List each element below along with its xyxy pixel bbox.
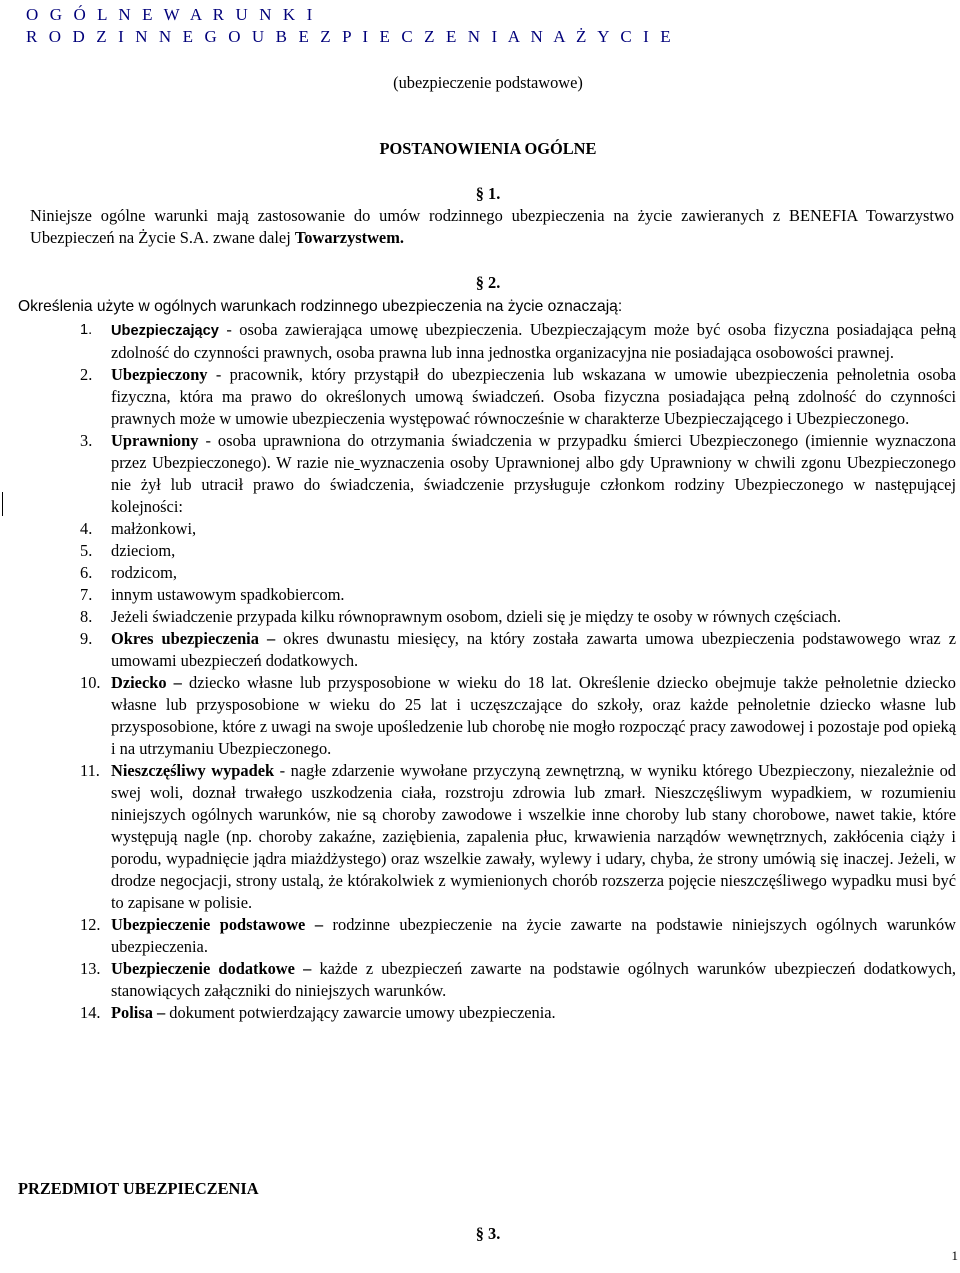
definitions-list xyxy=(80,319,956,1024)
item-number: 10. xyxy=(80,673,101,692)
definition-item xyxy=(80,364,956,430)
section-heading-subject: PRZEDMIOT UBEZPIECZENIA xyxy=(18,1179,259,1198)
list-item xyxy=(80,584,956,606)
list-item-text: małżonkowi, xyxy=(111,519,197,538)
definition-item xyxy=(80,628,956,672)
document-title-line-1: O G Ó L N E W A R U N K I xyxy=(26,5,316,24)
definition-text: rodzinne ubezpieczenie na życie zawarte na podstawie niniejszych ogólnych warunków ubezpieczenia. xyxy=(111,915,956,956)
definition-item xyxy=(80,1002,956,1024)
document-page xyxy=(18,0,958,1273)
defined-term: Ubezpieczenie podstawowe – xyxy=(111,915,324,934)
definition-text: - osoba uprawniona do otrzymania świadczenia w przypadku śmierci Ubezpieczonego (imiennie wyznaczona przez Ubezpieczonego). W razie nie xyxy=(111,431,956,472)
defined-term: Dziecko – xyxy=(111,673,182,692)
defined-term: Ubezpieczenie dodatkowe – xyxy=(111,959,312,978)
definition-text: - nagłe zdarzenie wywołane przyczyną zewnętrzną, w wyniku którego Ubezpieczony, niezależnie od swej woli, doznał trwałego uszkodzenia ciała, rozstroju zdrowia lub zmarł. Nieszczęśliwym wypadkiem, w rozumieniu niniejszych ogólnych warunków, nie są choroby zawodowe i wszelkie inne choroby lub stany chorobowe, nawet takie, które występują nagle (np. choroby zakaźne, zaziębienia, zapalenia płuc, krwawienia narządów wewnętrznych, zakłócenia ciąży i porodu, wypadnięcie jądra miażdżystego) oraz wszelkie zawały, wylewy i udary, chyba, że strony umówią się inaczej. Jeżeli, w drodze negocjacji, strony ustalą, że którakolwiek z wymienionych chorób rozszerza pojęcie nieszczęśliwego wypadku musi być to zapisane w polisie. xyxy=(111,761,956,912)
definition-item xyxy=(80,430,956,518)
item-number: 2. xyxy=(80,365,93,384)
defined-term: Polisa – xyxy=(111,1003,166,1022)
item-number: 3. xyxy=(80,431,93,450)
definition-item xyxy=(80,319,956,364)
list-item-text: innym ustawowym spadkobiercom. xyxy=(111,585,345,604)
defined-term: Okres ubezpieczenia – xyxy=(111,629,276,648)
document-subtitle: (ubezpieczenie podstawowe) xyxy=(393,73,583,92)
list-item xyxy=(80,606,956,628)
list-item-text: Jeżeli świadczenie przypada kilku równoprawnym osobom, dzieli się je między te osoby w równych częściach. xyxy=(111,607,842,626)
definition-text: - osoba zawierająca umowę ubezpieczenia. Ubezpieczającym może być osoba fizyczna posiadająca pełną zdolność do czynności prawnych, osoba prawna lub inna jednostka organizacyjna nie posiadająca osobowości prawnej. xyxy=(111,320,956,362)
paragraph-marker-3: § 3. xyxy=(475,1224,501,1243)
paragraph-1-text xyxy=(30,205,954,249)
list-item xyxy=(80,540,956,562)
item-number: 4. xyxy=(80,519,93,538)
definition-text: dokument potwierdzający zawarcie umowy ubezpieczenia. xyxy=(165,1003,556,1022)
paragraph-marker-2: § 2. xyxy=(475,273,501,292)
defined-term-company: Towarzystwem. xyxy=(294,228,404,247)
definition-item xyxy=(80,760,956,914)
defined-term: Ubezpieczony xyxy=(111,365,208,384)
item-number: 14. xyxy=(80,1003,101,1022)
definition-text: każde z ubezpieczeń zawarte na podstawie ogólnych warunków ubezpieczeń dodatkowych, stanowiących załączniki do niniejszych warunków. xyxy=(111,959,956,1000)
list-item-text: dzieciom, xyxy=(111,541,176,560)
item-number: 8. xyxy=(80,607,93,626)
item-number: 11. xyxy=(80,761,100,780)
paragraph-2-intro: Określenia użyte w ogólnych warunkach rodzinnego ubezpieczenia na życie oznaczają: xyxy=(18,298,623,315)
definition-item xyxy=(80,914,956,958)
definition-text: - pracownik, który przystąpił do ubezpieczenia lub wskazana w umowie ubezpieczenia pełnoletnia osoba fizyczna, która ma prawo do określonych umową świadczeń. Osoba fizyczna posiadająca pełną zdolność do czynności prawnych może w umowie ubezpieczenia występować równocześnie w charakterze Ubezpieczającego i Ubezpieczonego. xyxy=(111,365,956,428)
definition-text: dziecko własne lub przysposobione w wieku do 18 lat. Określenie dziecko obejmuje także pełnoletnie dziecko własne lub przysposobione w wieku do 25 lat i uczęszczające do szkoły, oraz każde pełnoletnie dziecko własne lub przysposobione, które z uwagi na swoje upośledzenie lub chorobę nie mogło rozpocząć pracy zawodowej i pozostaje pod opieką i na utrzymaniu Ubezpieczonego. xyxy=(111,673,956,758)
item-number: 7. xyxy=(80,585,93,604)
paragraph-1-body: Niniejsze ogólne warunki mają zastosowanie do umów rodzinnego ubezpieczenia na życie zawieranych z BENEFIA Towarzystwo Ubezpieczeń na Życie S.A. zwane dalej xyxy=(30,206,954,247)
item-number: 9. xyxy=(80,629,93,648)
document-title-line-2: R O D Z I N N E G O U B E Z P I E C Z E N I A N A Ż Y C I E xyxy=(26,27,675,46)
item-number: 1. xyxy=(80,322,93,338)
defined-term: Nieszczęśliwy wypadek xyxy=(111,761,275,780)
page-number: 1 xyxy=(951,1248,958,1263)
defined-term: Uprawniony xyxy=(111,431,199,450)
definition-item xyxy=(80,958,956,1002)
revision-bar xyxy=(2,492,3,516)
item-number: 6. xyxy=(80,563,93,582)
definition-text-continued: wyznaczenia osoby Uprawnionej albo gdy Uprawniony w chwili zgonu Ubezpieczonego nie żył lub utracił prawo do świadczenia, świadczenie przysługuje członkom rodziny Ubezpieczonego w następującej kolejności: xyxy=(111,453,956,516)
defined-term: Ubezpieczający xyxy=(111,323,219,339)
definition-text: okres dwunastu miesięcy, na który została zawarta umowa ubezpieczenia podstawowego wraz z umowami ubezpieczeń dodatkowych. xyxy=(111,629,956,670)
paragraph-marker-1: § 1. xyxy=(475,184,501,203)
list-item-text: rodzicom, xyxy=(111,563,177,582)
item-number: 13. xyxy=(80,959,101,978)
definition-item xyxy=(80,672,956,760)
list-item xyxy=(80,518,956,540)
list-item xyxy=(80,562,956,584)
item-number: 5. xyxy=(80,541,93,560)
item-number: 12. xyxy=(80,915,101,934)
section-heading-general: POSTANOWIENIA OGÓLNE xyxy=(379,139,597,158)
